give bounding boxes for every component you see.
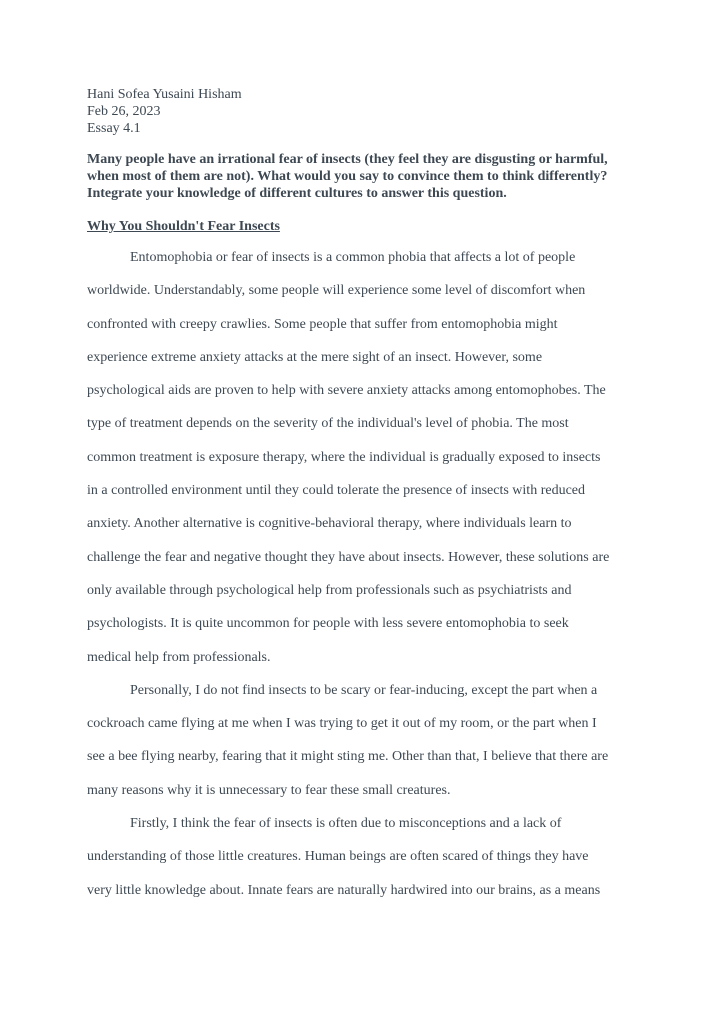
author-name: Hani Sofea Yusaini Hisham (87, 87, 242, 102)
prompt-line: when most of them are not). What would you say to convince them to think differently? (87, 169, 608, 184)
text-line: Personally, I do not find insects to be scary or fear-inducing, except the part when a (130, 682, 598, 698)
essay-prompt (87, 151, 632, 202)
text-line: challenge the fear and negative thought they have about insects. However, these solutions are (87, 549, 610, 565)
paragraph-1 (87, 241, 632, 674)
text-line: cockroach came flying at me when I was trying to get it out of my room, or the part when I (87, 716, 597, 732)
text-line: medical help from professionals. (87, 649, 271, 665)
text-line: understanding of those little creatures. Human beings are often scared of things they have (87, 849, 589, 865)
essay-date: Feb 26, 2023 (87, 104, 161, 119)
text-line: worldwide. Understandably, some people will experience some level of discomfort when (87, 283, 586, 299)
text-line: see a bee flying nearby, fearing that it might sting me. Other than that, I believe that there are (87, 749, 609, 765)
text-line: in a controlled environment until they could tolerate the presence of insects with reduced (87, 483, 585, 499)
text-line: many reasons why it is unnecessary to fear these small creatures. (87, 782, 451, 798)
essay-body (87, 241, 632, 907)
assignment-label: Essay 4.1 (87, 121, 141, 136)
prompt-line: Many people have an irrational fear of insects (they feel they are disgusting or harmful, (87, 152, 608, 167)
text-line: anxiety. Another alternative is cognitive-behavioral therapy, where individuals learn to (87, 516, 572, 532)
paragraph-3 (87, 807, 632, 907)
essay-title: Why You Shouldn't Fear Insects (87, 219, 280, 234)
document-content (87, 86, 632, 907)
text-line: Entomophobia or fear of insects is a common phobia that affects a lot of people (130, 250, 576, 265)
text-line: psychologists. It is quite uncommon for people with less severe entomophobia to seek (87, 616, 569, 632)
prompt-line: Integrate your knowledge of different cultures to answer this question. (87, 186, 507, 201)
text-line: type of treatment depends on the severity of the individual's level of phobia. The most (87, 416, 569, 432)
text-line: common treatment is exposure therapy, where the individual is gradually exposed to insects (87, 449, 601, 465)
text-line: confronted with creepy crawlies. Some people that suffer from entomophobia might (87, 316, 558, 332)
text-line: psychological aids are proven to help with severe anxiety attacks among entomophobes. The (87, 383, 606, 399)
text-line: experience extreme anxiety attacks at the mere sight of an insect. However, some (87, 349, 543, 365)
text-line: Firstly, I think the fear of insects is often due to misconceptions and a lack of (130, 816, 562, 832)
paragraph-2 (87, 674, 632, 807)
text-line: only available through psychological help from professionals such as psychiatrists and (87, 582, 572, 598)
text-line: very little knowledge about. Innate fears are naturally hardwired into our brains, as a means (87, 882, 601, 898)
